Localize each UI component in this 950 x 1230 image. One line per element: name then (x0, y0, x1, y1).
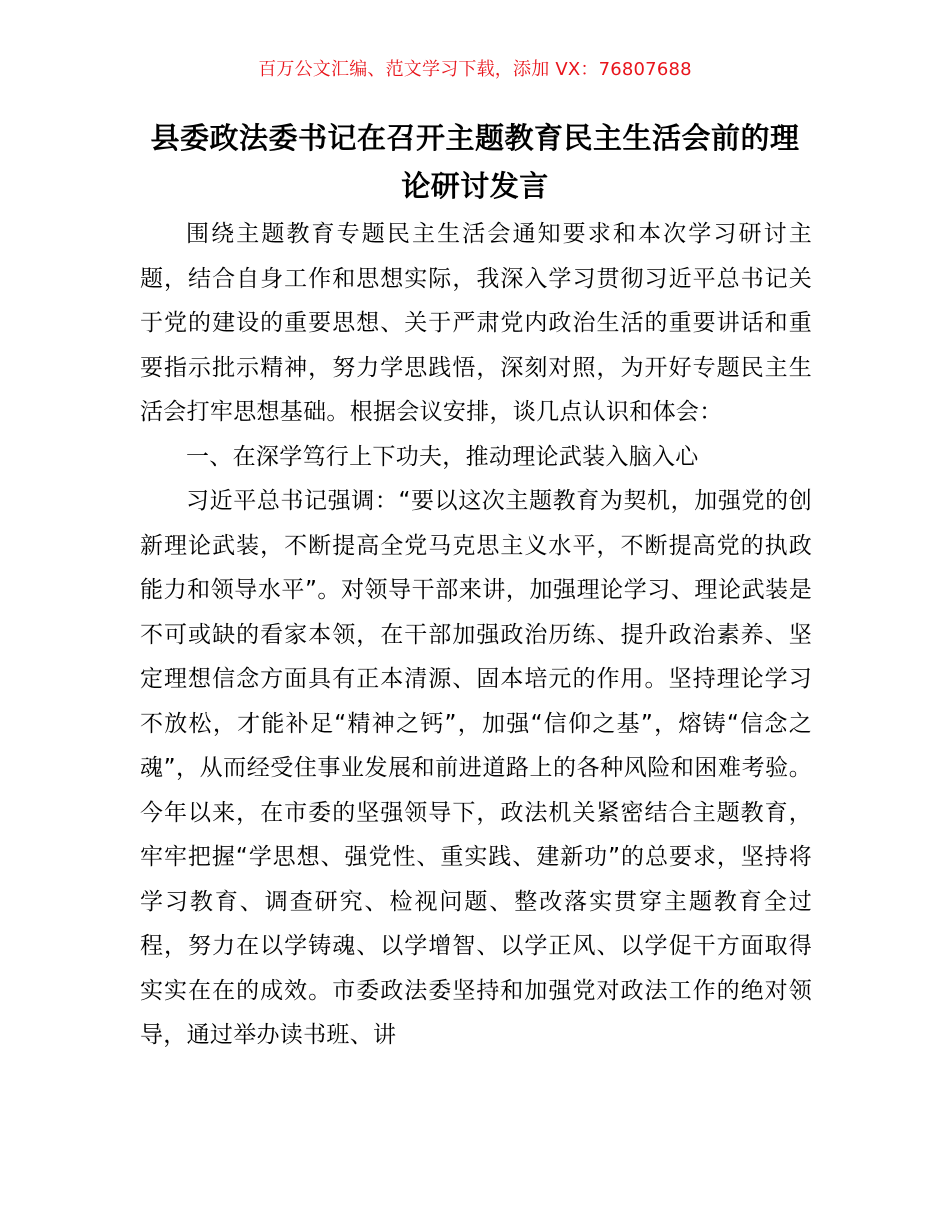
paragraph-intro: 围绕主题教育专题民主生活会通知要求和本次学习研讨主题，结合自身工作和思想实际，我深入学习贯彻习近平总书记关于党的建设的重要思想、关于严肃党内政治生活的重要讲话和重要指示批示精神，努力学思践悟，深刻对照，为开好专题民主生活会打牢思想基础。根据会议安排，谈几点认识和体会： (140, 221, 812, 425)
section-heading-1: 一、在深学笃行上下功夫，推动理论武装入脑入心 (186, 443, 699, 470)
paragraph-body: 习近平总书记强调：“要以这次主题教育为契机，加强党的创新理论武装，不断提高全党马克思主义水平，不断提高党的执政能力和领导水平”。对领导干部来讲，加强理论学习、理论武装是不可或缺的看家本领，在干部加强政治历练、提升政治素养、坚定理想信念方面具有正本清源、固本培元的作用。坚持理论学习不放松，才能补足“精神之钙”，加强“信仰之基”，熔铸“信念之魂”，从而经受住事业发展和前进道路上的各种风险和困难考验。今年以来，在市委的坚强领导下，政法机关紧密结合主题教育，牢牢把握“学思想、强党性、重实践、建新功”的总要求，坚持将学习教育、调查研究、检视问题、整改落实贯穿主题教育全过程，努力在以学铸魂、以学增智、以学正风、以学促干方面取得实实在在的成效。市委政法委坚持和加强党对政法工作的绝对领导，通过举办读书班、讲 (140, 488, 812, 1048)
document-body (140, 212, 812, 1058)
watermark-banner: 百万公文汇编、范文学习下载，添加 VX：76807688 (258, 59, 692, 80)
document-title: 县委政法委书记在召开主题教育民主生活会前的理论研讨发言 (150, 121, 800, 203)
